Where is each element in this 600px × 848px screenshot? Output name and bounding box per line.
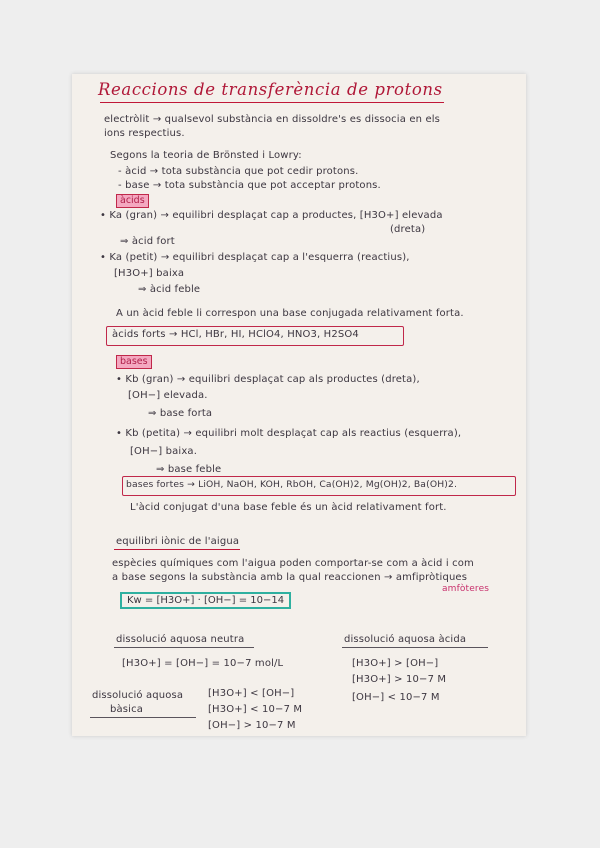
title-underline [100, 102, 444, 103]
acidic-line-3: [OH−] < 10−7 M [352, 692, 440, 703]
water-heading: equilibri iònic de l'aigua [116, 536, 240, 547]
acids-tag: àcids [116, 194, 149, 208]
water-heading-underline [114, 549, 240, 550]
kb-small-line-1: • Kb (petita) → equilibri molt desplaçat cap als reactius (esquerra), [116, 428, 462, 439]
strong-acids-text: àcids forts → HCl, HBr, HI, HClO4, HNO3, H2SO4 [112, 329, 359, 340]
basic-underline [90, 717, 196, 718]
kb-small-line-3: ⇒ base feble [156, 464, 222, 475]
weak-base-note: L'àcid conjugat d'una base feble és un àcid relativament fort. [130, 502, 447, 513]
basic-line-1: [H3O+] < [OH−] [208, 688, 295, 699]
kb-small-line-2: [OH−] baixa. [130, 446, 198, 457]
basic-line-2: [H3O+] < 10−7 M [208, 704, 303, 715]
ka-big-line-2: (dreta) [390, 224, 426, 235]
acid-definition: - àcid → tota substància que pot cedir protons. [118, 166, 359, 177]
basic-heading-1: dissolució aquosa [92, 690, 184, 701]
water-line-1: espècies químiques com l'aigua poden comportar-se com a àcid i com [112, 558, 474, 569]
water-line-2: a base segons la substància amb la qual reaccionen → amfipròtiques [112, 572, 468, 583]
basic-heading-2: bàsica [110, 704, 143, 715]
ka-small-line-2: [H3O+] baixa [114, 268, 185, 279]
basic-line-3: [OH−] > 10−7 M [208, 720, 296, 731]
acidic-underline [342, 647, 488, 648]
strong-bases-text: bases fortes → LiOH, NaOH, KOH, RbOH, Ca(OH)2, Mg(OH)2, Ba(OH)2. [126, 479, 458, 490]
base-definition: - base → tota substància que pot acceptar protons. [118, 180, 381, 191]
kb-big-line-2: [OH−] elevada. [128, 390, 208, 401]
acidic-line-1: [H3O+] > [OH−] [352, 658, 439, 669]
intro-line-2: ions respectius. [104, 128, 185, 139]
ka-small-line-3: ⇒ àcid feble [138, 284, 201, 295]
kb-big-line-1: • Kb (gran) → equilibri desplaçat cap als productes (dreta), [116, 374, 420, 385]
amfoteres-note: amfòteres [442, 584, 490, 594]
kb-big-line-3: ⇒ base forta [148, 408, 213, 419]
neutral-underline [114, 647, 254, 648]
bronsted-heading: Segons la teoria de Brönsted i Lowry: [110, 150, 302, 161]
ka-big-line-1: • Ka (gran) → equilibri desplaçat cap a productes, [H3O+] elevada [100, 210, 443, 221]
intro-line-1: electròlit → qualsevol substància en dissoldre's es dissocia en els [104, 114, 441, 125]
acidic-heading: dissolució aquosa àcida [344, 634, 467, 645]
ka-big-line-3: ⇒ àcid fort [120, 236, 175, 247]
acidic-line-2: [H3O+] > 10−7 M [352, 674, 447, 685]
bases-tag: bases [116, 355, 152, 369]
ka-small-line-1: • Ka (petit) → equilibri desplaçat cap a l'esquerra (reactius), [100, 252, 410, 263]
kw-box: Kw = [H3O+] · [OH−] = 10−14 [120, 592, 291, 609]
neutral-heading: dissolució aquosa neutra [116, 634, 245, 645]
neutral-equation: [H3O+] = [OH−] = 10−7 mol/L [122, 658, 284, 669]
page-title: Reaccions de transferència de protons [98, 80, 443, 99]
notebook-page [72, 74, 526, 736]
weak-acid-note: A un àcid feble li correspon una base conjugada relativament forta. [116, 308, 464, 319]
